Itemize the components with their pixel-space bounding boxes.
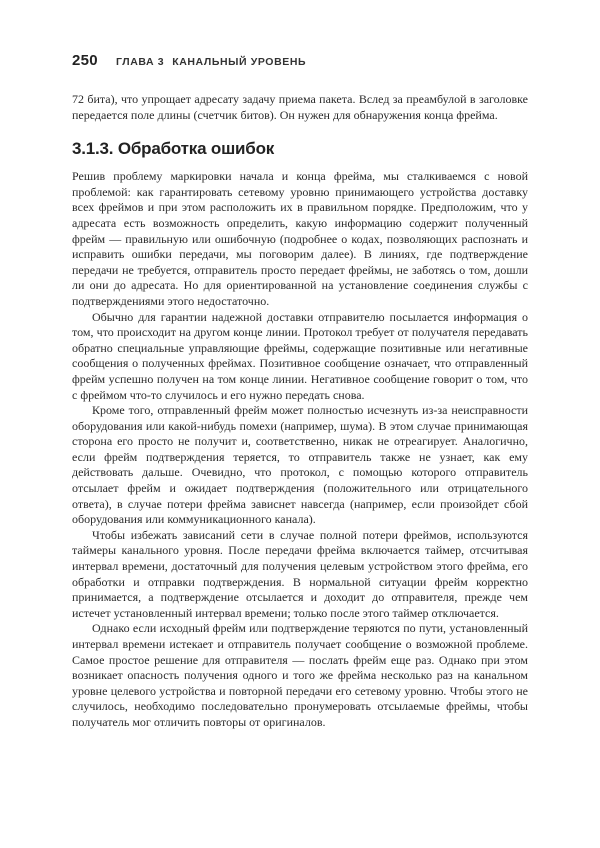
body-paragraph-2: Обычно для гарантии надежной доставки отправителю посылается информация о том, что происходит на другом конце линии. Протокол требует от получателя передавать обратно специальные управляющие фреймы, содержащие позитивные или негативные сообщения о полученных фреймах. Позитивное сообщение означает, что отправленный фрейм успешно получен на том конце линии. Негативное сообщение говорит о том, что с фреймом что-то случилось и его нужно передать снова. [72,309,528,402]
chapter-label: ГЛАВА 3 [115,56,165,68]
chapter-title: КАНАЛЬНЫЙ УРОВЕНЬ [172,56,307,68]
body-paragraph-3: Кроме того, отправленный фрейм может полностью исчезнуть из-за неисправности оборудования или какой-нибудь помехи (например, шума). В этом случае принимающая сторона его просто не получит и, соответственно, никак не отреагирует. Аналогично, если фрейм подтверждения теряется, то отправитель также не узнает, как ему действовать дальше. Очевидно, что протокол, с помощью которого отправитель отсылает фрейм и ожидает подтверждения (положительного или отрицательного ответа), в случае потери фрейма зависнет навсегда (например, если произойдет сбой оборудования или коммуникационного канала). [72,403,528,527]
body-paragraph-4: Чтобы избежать зависаний сети в случае полной потери фреймов, используются таймеры канального уровня. После передачи фрейма включается таймер, отсчитывая интервал времени, достаточный для получения целевым устройством этого фрейма, его обработки и отправки подтверждения. В нормальной ситуации фрейм корректно принимается, а подтверждение отсылается и доходит до отправителя, прежде чем истечет установленный интервал времени; только после этого таймер отключается. [72,527,528,620]
body-paragraph-1: Решив проблему маркировки начала и конца фрейма, мы сталкиваемся с новой проблемой: как гарантировать сетевому уровню принимающего устройства доставку всех фреймов и при этом расположить их в правильном порядке. Предположим, что у адресата есть возможность определить, какую информацию содержит полученный фрейм — правильную или ошибочную (подробнее о кодах, позволяющих распознать и исправить ошибки передачи, мы поговорим далее). В линиях, где подтверждение передачи не требуется, отправитель просто передает фреймы, не заботясь о том, дошли ли они до адресата. Но для ориентированной на установление соединения службы с подтверждениями этого недостаточно. [72,169,528,308]
page-body [72,92,528,731]
section-heading: 3.1.3. Обработка ошибок [72,139,275,159]
intro-paragraph: 72 бита), что упрощает адресату задачу приема пакета. Вслед за преамбулой в заголовке передается поле длины (счетчик битов). Он нужен для обнаружения конца фрейма. [72,92,528,122]
body-paragraph-5: Однако если исходный фрейм или подтверждение теряются по пути, установленный интервал времени истекает и отправитель получает сообщение о возможной проблеме. Самое простое решение для отправителя — послать фрейм еще раз. Однако при этом возникает опасность получения одного и того же фрейма несколько раз на канальном уровне целевого устройства и повторной передачи его сетевому уровню. Чтобы этого не случилось, необходимо последовательно пронумеровать отсылаемые фреймы, чтобы получатель мог отличить повторы от оригиналов. [72,621,528,729]
page-number: 250 [72,52,98,69]
running-header [72,52,306,72]
